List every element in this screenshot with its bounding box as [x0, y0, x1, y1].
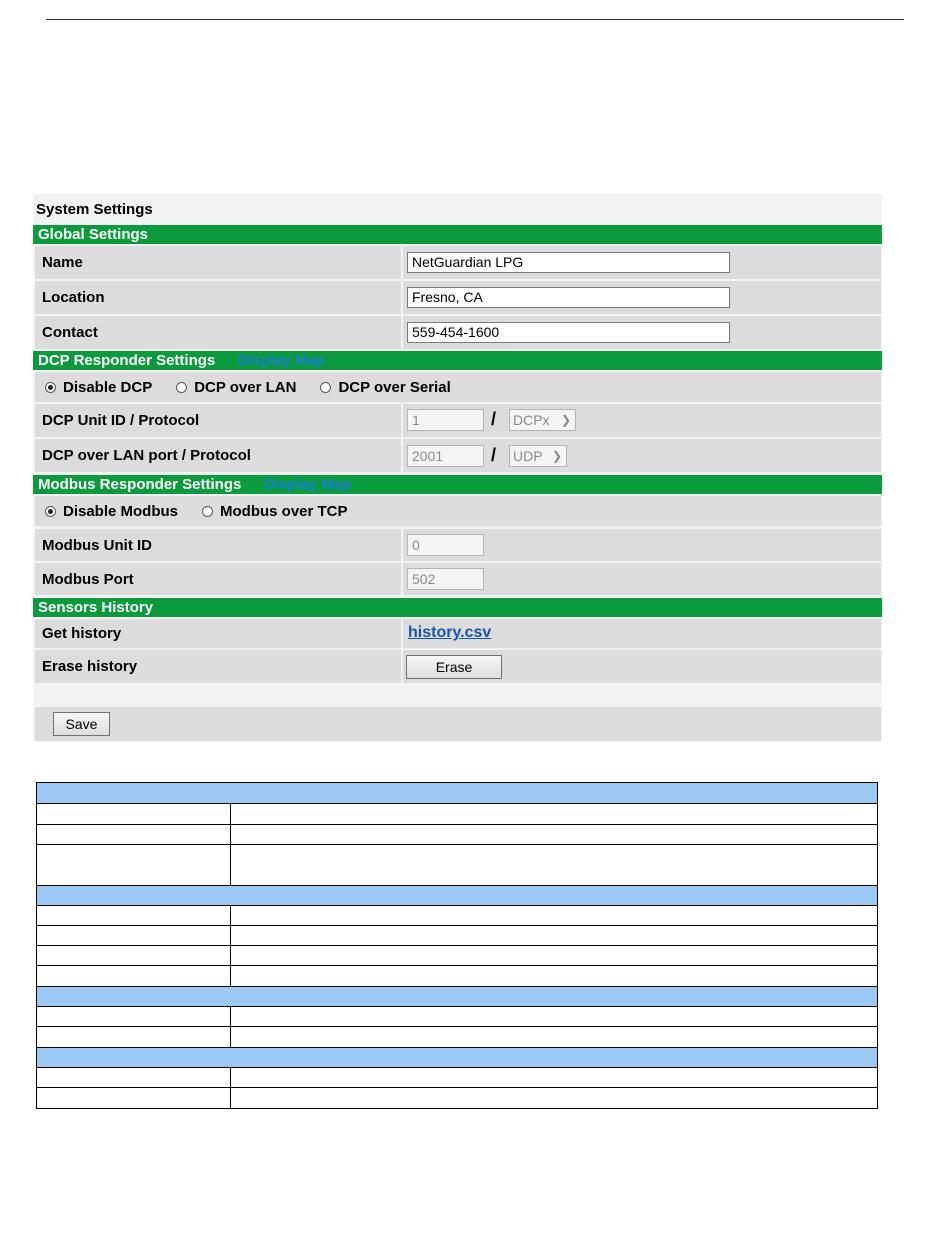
name-input[interactable]: NetGuardian LPG: [407, 252, 730, 273]
location-row: [33, 281, 882, 314]
radio-disable-dcp[interactable]: Disable DCP: [45, 379, 152, 396]
table-row: [37, 926, 877, 946]
radio-disable-modbus-indicator: [45, 506, 56, 517]
radio-dcp-over-lan-indicator: [176, 382, 187, 393]
location-input[interactable]: Fresno, CA: [407, 287, 730, 308]
table-row: [37, 1007, 877, 1027]
chevron-down-icon: ❯: [560, 413, 571, 427]
sensors-history-header: [33, 598, 882, 617]
modbus-display-map-link[interactable]: Display Map: [263, 476, 352, 493]
contact-label: Contact: [35, 316, 401, 349]
name-label: Name: [35, 246, 401, 279]
get-history-label: Get history: [35, 619, 401, 648]
radio-dcp-over-serial[interactable]: DCP over Serial: [320, 379, 450, 396]
dcp-port-slash: /: [491, 445, 497, 465]
system-settings-panel: [33, 194, 882, 742]
modbus-mode-row: [33, 496, 882, 526]
radio-dcp-over-serial-indicator: [320, 382, 331, 393]
dcp-unit-row: [33, 404, 882, 437]
reference-table: [36, 782, 878, 1109]
dcp-unit-protocol-select[interactable]: DCPx ❯: [509, 409, 576, 431]
header-rule: [46, 19, 904, 20]
radio-dcp-over-lan[interactable]: DCP over LAN: [176, 379, 296, 396]
table-row: [37, 1027, 877, 1048]
modbus-unit-label: Modbus Unit ID: [35, 529, 401, 561]
save-button[interactable]: Save: [53, 712, 110, 736]
modbus-unit-row: [33, 529, 882, 561]
dcp-unit-id-input[interactable]: 1: [407, 409, 484, 431]
save-strip: [35, 707, 881, 741]
table-row: [37, 1088, 877, 1108]
modbus-unit-id-input[interactable]: 0: [407, 534, 484, 556]
dcp-unit-slash: /: [491, 409, 497, 429]
global-settings-header: [33, 225, 882, 244]
contact-input[interactable]: 559-454-1600: [407, 322, 730, 343]
history-csv-link[interactable]: history.csv: [408, 624, 492, 641]
table-row: [37, 906, 877, 926]
table-row: [37, 966, 877, 987]
table-section-header: [37, 1048, 877, 1068]
dcp-settings-header-label: DCP Responder Settings: [38, 352, 216, 369]
dcp-unit-label: DCP Unit ID / Protocol: [35, 404, 401, 437]
modbus-port-row: [33, 563, 882, 595]
dcp-display-map-link[interactable]: Display Map: [237, 352, 325, 369]
modbus-settings-header-label: Modbus Responder Settings: [38, 476, 242, 493]
table-section-header: [37, 987, 877, 1007]
table-row: [37, 1068, 877, 1088]
radio-modbus-over-tcp-indicator: [202, 506, 213, 517]
get-history-row: [33, 619, 882, 648]
global-settings-header-label: Global Settings: [38, 226, 149, 243]
dcp-port-input[interactable]: 2001: [407, 445, 484, 467]
table-row: [37, 825, 877, 845]
radio-modbus-over-tcp[interactable]: Modbus over TCP: [202, 503, 348, 520]
table-row: [37, 946, 877, 966]
erase-button[interactable]: Erase: [406, 655, 502, 679]
sensors-history-header-label: Sensors History: [38, 599, 154, 616]
table-row: [37, 845, 877, 886]
chevron-down-icon: ❯: [551, 449, 562, 463]
name-row: [33, 246, 882, 279]
dcp-mode-row: [33, 372, 882, 402]
modbus-port-input[interactable]: 502: [407, 568, 484, 590]
modbus-port-label: Modbus Port: [35, 563, 401, 595]
table-section-header: [37, 886, 877, 906]
location-label: Location: [35, 281, 401, 314]
panel-title: System Settings: [36, 201, 153, 218]
dcp-port-row: [33, 439, 882, 472]
table-section-header: [37, 783, 877, 804]
erase-history-row: [33, 650, 882, 683]
radio-disable-dcp-indicator: [45, 382, 56, 393]
dcp-settings-header: [33, 351, 882, 370]
dcp-port-protocol-select[interactable]: UDP ❯: [509, 445, 567, 467]
modbus-settings-header: [33, 475, 882, 494]
table-row: [37, 804, 877, 825]
dcp-port-label: DCP over LAN port / Protocol: [35, 439, 401, 472]
radio-disable-modbus[interactable]: Disable Modbus: [45, 503, 178, 520]
contact-row: [33, 316, 882, 349]
erase-history-label: Erase history: [35, 650, 401, 683]
